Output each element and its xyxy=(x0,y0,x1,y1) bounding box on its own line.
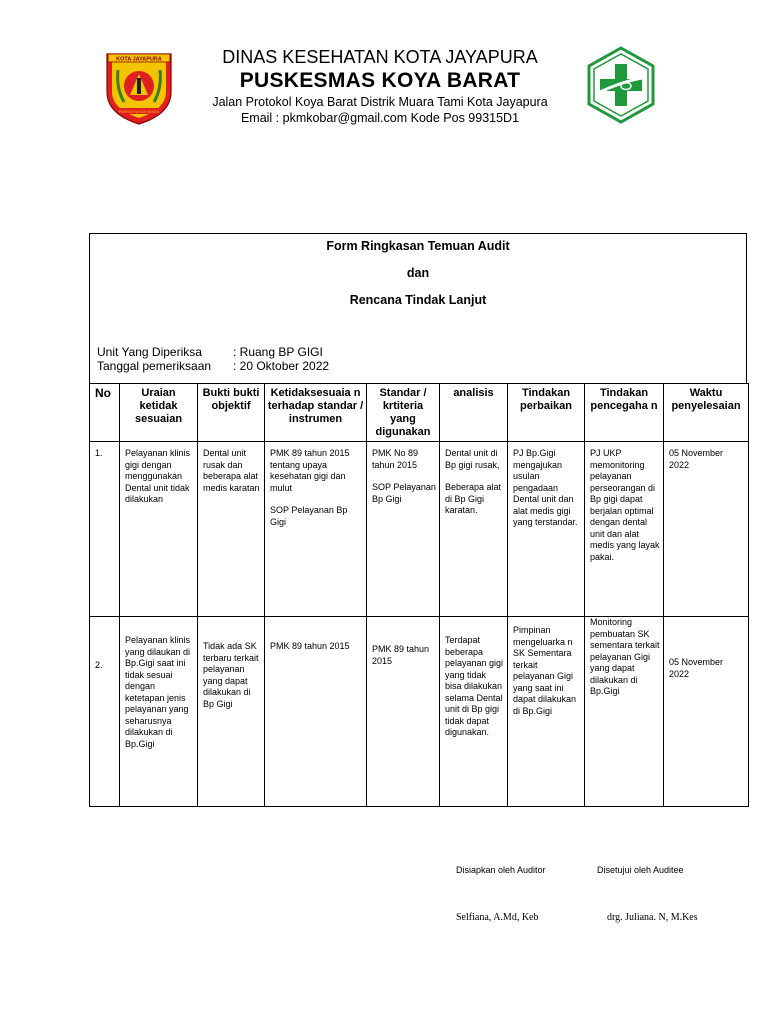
cell-text: PMK No 89 tahun 2015 xyxy=(372,448,419,470)
cell-text: Dental unit di Bp gigi rusak, xyxy=(445,448,500,470)
cell-standar: PMK 89 tahun 2015 xyxy=(367,617,440,807)
table-row xyxy=(90,442,749,617)
cell-perbaikan: Pimpinan mengeluarka n SK Sementara terkait pelayanan Gigi yang saat ini dapat dilakukan di Bp.Gigi xyxy=(508,617,585,807)
cell-uraian: Pelayanan klinis yang dilaukan di Bp.Gigi saat ini tidak sesuai dengan ketetapan jenis pelayanan yang seharusnya dilakukan di Bp.Gigi xyxy=(120,617,198,807)
cell-waktu: 05 November 2022 xyxy=(664,442,749,617)
kota-jayapura-logo xyxy=(104,48,174,126)
date-info xyxy=(97,359,329,373)
svg-text:PERSATYA KOI KENTA: PERSATYA KOI KENTA xyxy=(118,110,160,114)
cell-waktu: 05 November 2022 xyxy=(664,617,749,807)
cell-no: 2. xyxy=(90,617,120,807)
cell-ketidaksesuaian: PMK 89 tahun 2015 xyxy=(265,617,367,807)
auditee-name: drg. Juliana. N, M.Kes xyxy=(607,912,698,923)
unit-info xyxy=(97,345,323,359)
cell-analisis xyxy=(440,442,508,617)
puskesmas-logo xyxy=(586,46,656,124)
col-header-bukti: Bukti bukti objektif xyxy=(198,384,265,442)
unit-label: Unit Yang Diperiksa xyxy=(97,345,202,359)
table-row xyxy=(90,617,749,807)
auditor-name: Selfiana, A.Md, Keb xyxy=(456,912,539,923)
audit-table xyxy=(89,383,749,807)
form-title: Form Ringkasan Temuan Audit xyxy=(326,239,510,253)
cell-no: 1. xyxy=(90,442,120,617)
cell-text: SOP Pelayanan Bp Gigi xyxy=(372,482,436,504)
cell-bukti: Tidak ada SK terbaru terkait pelayanan yang dapat dilakukan di Bp Gigi xyxy=(198,617,265,807)
form-title-and: dan xyxy=(406,266,430,280)
cell-perbaikan: PJ Bp.Gigi mengajukan usulan pengadaan Dental unit dan alat medis gigi yang terstandar. xyxy=(508,442,585,617)
cell-text: SOP Pelayanan Bp Gigi xyxy=(270,505,348,527)
cell-analisis: Terdapat beberapa pelayanan gigi yang tidak bisa dilakukan selama Dental unit di Bp gigi tidak dapat digunakan. xyxy=(440,617,508,807)
svg-text:KOTA JAYAPURA: KOTA JAYAPURA xyxy=(116,56,162,63)
cell-ketidaksesuaian xyxy=(265,442,367,617)
contact-line: Email : pkmkobar@gmail.com Kode Pos 99315D1 xyxy=(240,111,520,125)
form-header-box xyxy=(89,233,747,383)
col-header-ketidaksesuaian: Ketidaksesuaia n terhadap standar / instrumen xyxy=(265,384,367,442)
puskesmas-name: PUSKESMAS KOYA BARAT xyxy=(239,69,521,92)
cell-standar xyxy=(367,442,440,617)
cell-text: PMK 89 tahun 2015 tentang upaya kesehatan gigi dan mulut xyxy=(270,448,350,493)
cell-pencegahan: Monitoring pembuatan SK sementara terkait pelayanan Gigi yang dapat dilakukan di Bp.Gigi xyxy=(585,617,664,807)
letterhead xyxy=(180,46,580,126)
col-header-standar: Standar / krtiteria yang digunakan xyxy=(367,384,440,442)
date-label: Tanggal pemeriksaan xyxy=(97,359,212,373)
col-header-no: No xyxy=(90,384,120,442)
col-header-waktu: Waktu penyelesaian xyxy=(664,384,749,442)
col-header-pencegahan: Tindakan pencegaha n xyxy=(585,384,664,442)
col-header-analisis: analisis xyxy=(440,384,508,442)
cell-pencegahan: PJ UKP memonitoring pelayanan perseorangan di Bp gigi dapat berjalan optimal dengan dental unit dan alat medis yang layak pakai. xyxy=(585,442,664,617)
cell-bukti: Dental unit rusak dan beberapa alat medis karatan xyxy=(198,442,265,617)
auditee-label: Disetujui oleh Auditee xyxy=(597,865,684,875)
cell-uraian: Pelayanan klinis gigi dengan menggunakan Dental unit tidak dilakukan xyxy=(120,442,198,617)
col-header-perbaikan: Tindakan perbaikan xyxy=(508,384,585,442)
form-subtitle: Rencana Tindak Lanjut xyxy=(349,293,487,307)
cell-text: Beberapa alat di Bp Gigi karatan. xyxy=(445,482,502,515)
table-header-row xyxy=(90,384,749,442)
agency-name: DINAS KESEHATAN KOTA JAYAPURA xyxy=(222,47,538,67)
col-header-uraian: Uraian ketidak sesuaian xyxy=(120,384,198,442)
date-value: : 20 Oktober 2022 xyxy=(233,359,330,373)
auditor-label: Disiapkan oleh Auditor xyxy=(456,865,546,875)
address-line: Jalan Protokol Koya Barat Distrik Muara Tami Kota Jayapura xyxy=(212,95,548,109)
unit-value: : Ruang BP GIGI xyxy=(233,345,323,359)
